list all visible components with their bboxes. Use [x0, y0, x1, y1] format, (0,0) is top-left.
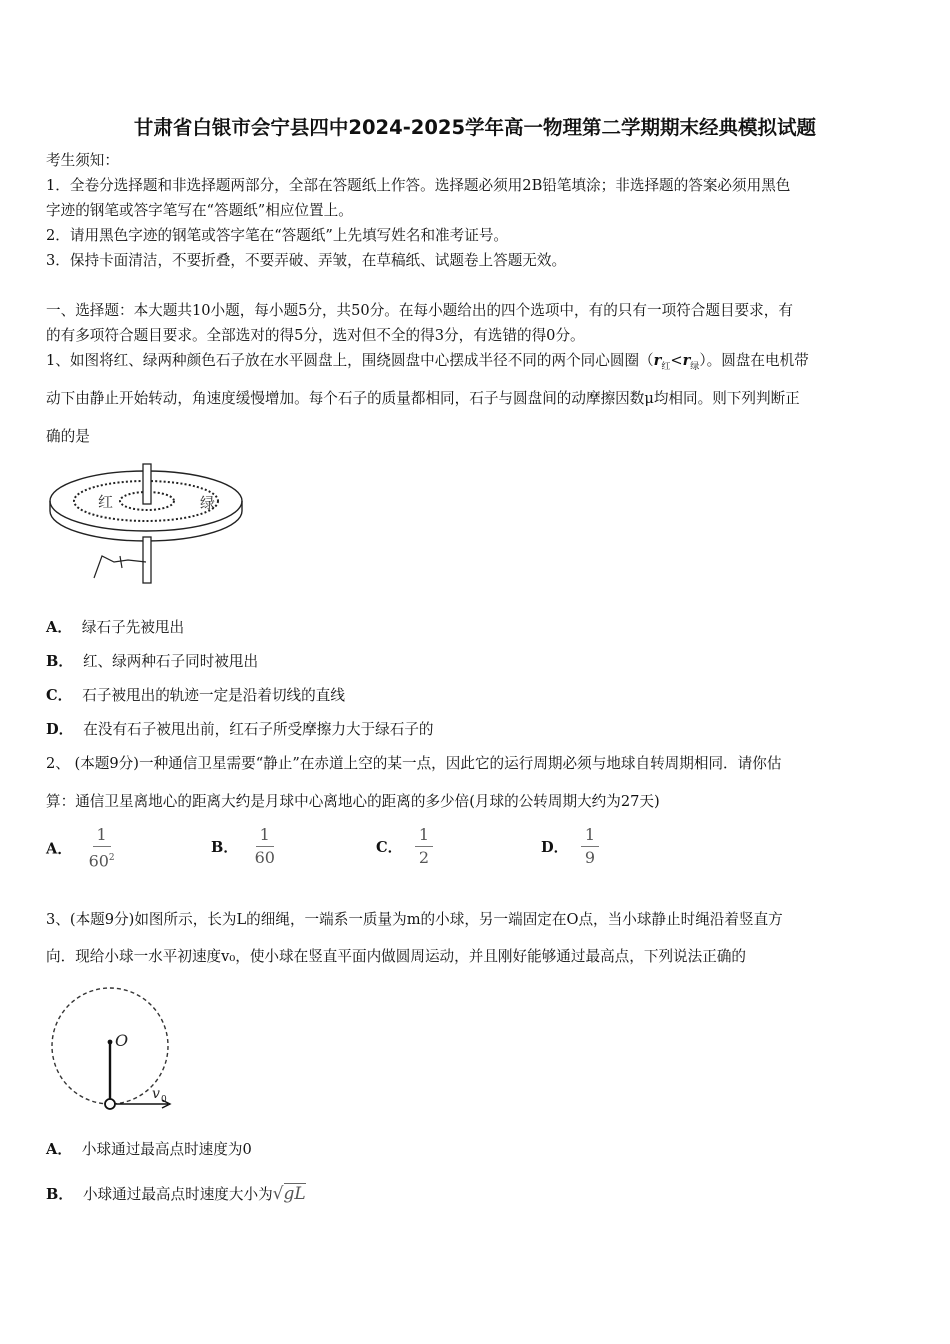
q1-lt: < — [670, 352, 683, 369]
fraction-numerator: 1 — [415, 826, 433, 847]
q3-stem-cont: 向．现给小球一水平初速度v₀，使小球在竖直平面内做圆周运动，并且刚好能够通过最高点，下列说法正确的 — [46, 948, 747, 965]
option-letter: D． — [541, 839, 569, 856]
fraction-numerator: 1 — [256, 826, 274, 847]
q1-r-red: r — [653, 352, 662, 369]
option-text: 石子被甩出的轨迹一定是沿着切线的直线 — [82, 687, 345, 704]
page-title: 甘肃省白银市会宁县四中2024-2025学年高一物理第二学期期末经典模拟试题 — [133, 116, 817, 139]
q1-stem-pre: 1、如图将红、绿两种颜色石子放在水平圆盘上，围绕圆盘中心摆成半径不同的两个同心圆圈（ — [46, 352, 654, 369]
label-v-sub: 0 — [161, 1095, 167, 1105]
fraction-denominator: 9 — [584, 848, 596, 867]
q2-option-a[interactable] — [46, 826, 119, 870]
label-v: v — [152, 1086, 160, 1102]
label-green: 绿 — [200, 494, 216, 512]
q1-option-c[interactable] — [46, 685, 908, 707]
notice-item-2: 2．请用黑色字迹的钢笔或答字笔在“答题纸”上先填写姓名和准考证号。 — [46, 227, 509, 244]
option-letter: A． — [46, 840, 72, 858]
notice-heading: 考生须知： — [46, 152, 119, 169]
q2-option-d[interactable] — [541, 826, 599, 867]
section-intro: 一、选择题：本大题共10小题，每小题5分，共50分。在每小题给出的四个选项中，有的只有一项符合题目要求，有 — [46, 302, 793, 319]
option-letter: A． — [46, 619, 72, 636]
q2-stem: 2、 (本题9分)一种通信卫星需要“静止”在赤道上空的某一点，因此它的运行周期必须与地球自转周期相同．请你估 — [46, 755, 782, 772]
fraction-exponent: 2 — [108, 853, 115, 863]
section-intro-cont: 的有多项符合题目要求。全部选对的得5分，选对但不全的得3分，有选错的得0分。 — [46, 327, 585, 344]
option-text: 小球通过最高点时速度大小为 — [82, 1186, 273, 1203]
q2-option-c[interactable] — [376, 826, 433, 867]
q1-stem — [46, 350, 908, 378]
label-red: 红 — [98, 493, 114, 511]
disk-figure — [46, 460, 251, 588]
q1-sub-green: 绿 — [690, 361, 700, 372]
option-text: 小球通过最高点时速度为0 — [81, 1141, 252, 1158]
q3-stem: 3、(本题9分)如图所示，长为L的细绳，一端系一质量为m的小球，另一端固定在O点，当小球静止时绳沿着竖直方 — [46, 911, 783, 928]
fraction — [85, 826, 119, 870]
option-letter: A． — [46, 1141, 72, 1158]
fraction-denominator: 60 — [254, 848, 275, 867]
q3-option-a[interactable] — [46, 1139, 908, 1161]
q3-option-b[interactable] — [46, 1183, 908, 1206]
fraction-numerator: 1 — [581, 826, 599, 847]
q2-option-b[interactable] — [211, 826, 279, 867]
fraction-numerator: 1 — [93, 826, 111, 847]
q1-option-d[interactable] — [46, 719, 908, 741]
option-letter: D． — [46, 721, 74, 738]
option-text: 绿石子先被甩出 — [81, 619, 185, 636]
option-text: 红、绿两种石子同时被甩出 — [82, 653, 259, 670]
option-letter: C． — [376, 839, 403, 856]
q1-option-b[interactable] — [46, 651, 908, 673]
label-o: O — [115, 1031, 129, 1050]
sqrt-formula: √gL — [272, 1184, 306, 1204]
fraction-denominator: 2 — [418, 848, 430, 867]
q1-option-a[interactable] — [46, 617, 908, 639]
q1-stem-cont: 动下由静止开始转动，角速度缓慢增加。每个石子的质量都相同，石子与圆盘间的动摩擦因数μ均相同。则下列判断正 — [46, 390, 800, 407]
notice-item-3: 3．保持卡面清洁，不要折叠，不要弄破、弄皱，在草稿纸、试题卷上答题无效。 — [46, 252, 567, 269]
option-letter: B． — [211, 839, 238, 856]
option-letter: B． — [46, 1186, 73, 1203]
option-letter: B． — [46, 653, 73, 670]
circle-figure — [46, 984, 186, 1116]
fraction — [581, 826, 599, 867]
sqrt-radicand: gL — [283, 1184, 306, 1204]
fraction — [415, 826, 433, 867]
q1-stem-end: 确的是 — [46, 428, 90, 445]
q2-stem-cont: 算：通信卫星离地心的距离大约是月球中心离地心的距离的多少倍(月球的公转周期大约为27天) — [46, 793, 660, 810]
option-text: 在没有石子被甩出前，红石子所受摩擦力大于绿石子的 — [83, 721, 434, 738]
notice-item-1-cont: 字迹的钢笔或答字笔写在“答题纸”相应位置上。 — [46, 202, 353, 219]
notice-item-1: 1．全卷分选择题和非选择题两部分，全部在答题纸上作答。选择题必须用2B铅笔填涂；非选择题的答案必须用黑色 — [46, 177, 791, 194]
fraction-denominator: 60 — [88, 851, 109, 871]
q1-stem-post: ）。圆盘在电机带 — [699, 352, 809, 369]
fraction — [251, 826, 279, 867]
option-letter: C． — [46, 687, 73, 704]
q1-r-green: r — [682, 352, 691, 369]
q1-sub-red: 红 — [661, 361, 671, 372]
